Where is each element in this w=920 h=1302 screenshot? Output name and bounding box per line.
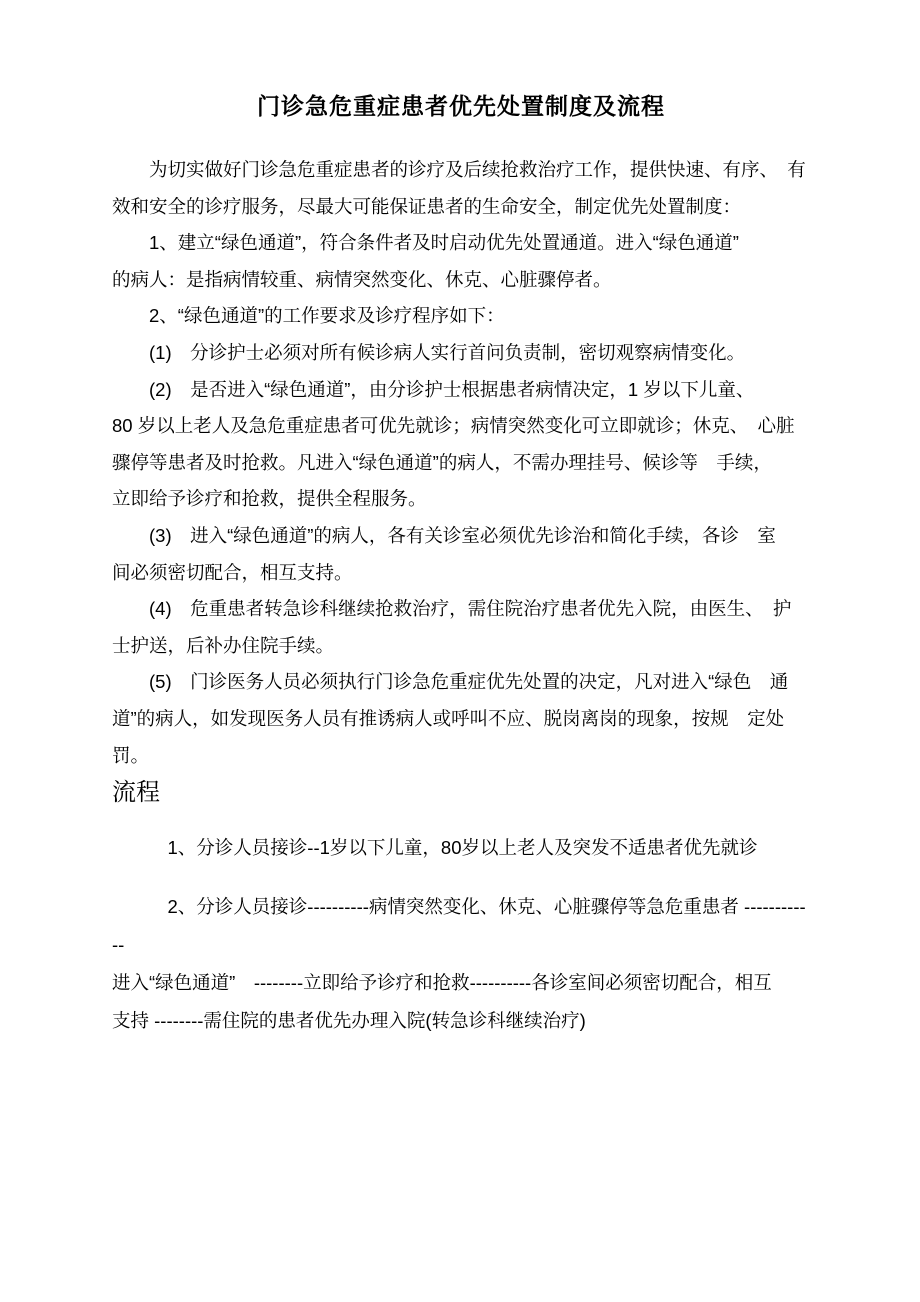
text-line: 支持 --------需住院的患者优先办理入院(转急诊科继续治疗)	[112, 1010, 586, 1032]
text-line: 80 岁以上老人及急危重症患者可优先就诊；病情突然变化可立即就诊；休克、 心脏	[112, 415, 795, 437]
paragraph	[112, 335, 810, 372]
paragraph	[112, 518, 810, 591]
text-line: 罚。	[112, 744, 150, 766]
text-line: (2) 是否进入“绿色通道”，由分诊护士根据患者病情决定，1 岁以下儿童、	[112, 378, 755, 400]
paragraph	[112, 298, 810, 335]
paragraph	[112, 225, 810, 298]
text-line: 立即给予诊疗和抢救，提供全程服务。	[112, 488, 427, 510]
paragraph	[112, 591, 810, 664]
text-line: (5) 门诊医务人员必须执行门诊急危重症优先处置的决定，凡对进入“绿色 通	[112, 671, 789, 693]
text-line: 2、分诊人员接诊----------病情突然变化、休克、心脏骤停等急危重患者 ------------	[112, 896, 806, 956]
text-line: (4) 危重患者转急诊科继续抢救治疗，需住院治疗患者优先入院，由医生、 护	[112, 598, 792, 620]
text-line: (3) 进入“绿色通道”的病人，各有关诊室必须优先诊治和简化手续，各诊 室	[112, 524, 776, 546]
text-line: 的病人：是指病情较重、病情突然变化、休克、心脏骤停者。	[112, 268, 612, 290]
text-line: 道”的病人，如发现医务人员有推诱病人或呼叫不应、脱岗离岗的现象，按规 定处	[112, 707, 785, 729]
text-line: 1、建立“绿色通道”，符合条件者及时启动优先处置通道。进入“绿色通道”	[112, 232, 739, 254]
document-body	[112, 152, 810, 774]
text-line: 1、分诊人员接诊--1岁以下儿童，80岁以上老人及突发不适患者优先就诊	[112, 837, 758, 859]
flow-section	[112, 829, 810, 1040]
text-line: 骤停等患者及时抢救。凡进入“绿色通道”的病人，不需办理挂号、候诊等 手续，	[112, 451, 772, 473]
section-heading-flow: 流程	[112, 779, 160, 807]
paragraph	[112, 664, 810, 774]
paragraph	[112, 152, 810, 225]
text-line: 为切实做好门诊急危重症患者的诊疗及后续抢救治疗工作，提供快速、有序、 有	[112, 159, 806, 180]
paragraph	[112, 829, 810, 867]
paragraph	[112, 888, 810, 1040]
text-line: 2、“绿色通道”的工作要求及诊疗程序如下：	[112, 305, 505, 327]
text-line: 进入“绿色通道” --------立即给予诊疗和抢救----------各诊室间必须密切配合，相互	[112, 972, 772, 994]
text-line: 间必须密切配合，相互支持。	[112, 561, 353, 583]
paragraph	[112, 372, 810, 518]
text-line: 效和安全的诊疗服务，尽最大可能保证患者的生命安全，制定优先处置制度：	[112, 195, 742, 217]
document-title: 门诊急危重症患者优先处置制度及流程	[257, 93, 665, 119]
text-line: 士护送，后补办住院手续。	[112, 634, 335, 656]
text-line: (1) 分诊护士必须对所有候诊病人实行首问负责制，密切观察病情变化。	[112, 341, 746, 363]
